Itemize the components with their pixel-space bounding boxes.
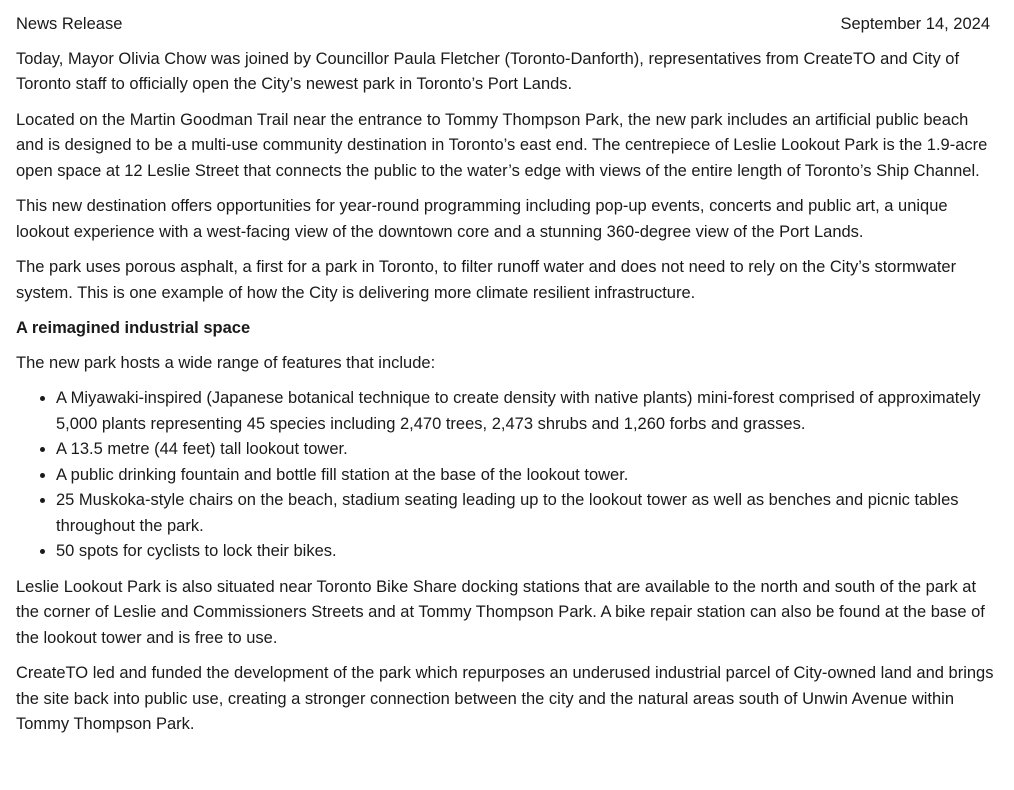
- release-header: [16, 12, 998, 38]
- release-date: September 14, 2024: [840, 15, 990, 33]
- intro-paragraph: Today, Mayor Olivia Chow was joined by Councillor Paula Fletcher (Toronto-Danforth), representatives from CreateTO and City of Toronto staff to officially open the City’s newest park in Toronto’s Port Lands.: [16, 49, 960, 93]
- feature-list-item: • A public drinking fountain and bottle fill station at the base of the lookout tower.: [56, 463, 998, 489]
- release-label: News Release: [16, 15, 123, 33]
- feature-list-item: • A 13.5 metre (44 feet) tall lookout tower.: [56, 437, 998, 463]
- section-heading: A reimagined industrial space: [16, 319, 251, 337]
- intro-paragraph: The park uses porous asphalt, a first for a park in Toronto, to filter runoff water and does not need to rely on the City’s stormwater system. This is one example of how the City is delivering more climate resilient infrastructure.: [16, 258, 957, 302]
- feature-list-item: • 50 spots for cyclists to lock their bikes.: [56, 539, 998, 565]
- closing-paragraph: CreateTO led and funded the development of the park which repurposes an underused industrial parcel of City-owned land and brings the site back into public use, creating a stronger connection between the city and the natural areas south of Unwin Avenue within Tommy Thompson Park.: [16, 664, 994, 733]
- closing-paragraph: Leslie Lookout Park is also situated near Toronto Bike Share docking stations that are available to the north and south of the park at the corner of Leslie and Commissioners Streets and at Tommy Thompson Park. A bike repair station can also be found at the base of the lookout tower and is free to use.: [16, 577, 985, 647]
- feature-list-item: • A Miyawaki-inspired (Japanese botanical technique to create density with native plants) mini-forest comprised of approximately 5,000 plants representing 45 species including 2,470 trees, 2,473 shrubs and 1,260 forbs and grasses.: [56, 386, 998, 437]
- intro-paragraph: Located on the Martin Goodman Trail near the entrance to Tommy Thompson Park, the new park includes an artificial public beach and is designed to be a multi-use community destination in Toronto’s east end. The centrepiece of Leslie Lookout Park is the 1.9-acre open space at 12 Leslie Street that connects the public to the water’s edge with views of the entire length of Toronto’s Ship Channel.: [16, 110, 988, 180]
- feature-list: [16, 386, 998, 565]
- intro-paragraph: This new destination offers opportunities for year-round programming including pop-up events, concerts and public art, a unique lookout experience with a west-facing view of the downtown core and a stunning 360-degree view of the Port Lands.: [16, 197, 948, 241]
- feature-list-item: • 25 Muskoka-style chairs on the beach, stadium seating leading up to the lookout tower as well as benches and picnic tables throughout the park.: [56, 488, 998, 539]
- section-lead: The new park hosts a wide range of features that include:: [16, 353, 436, 372]
